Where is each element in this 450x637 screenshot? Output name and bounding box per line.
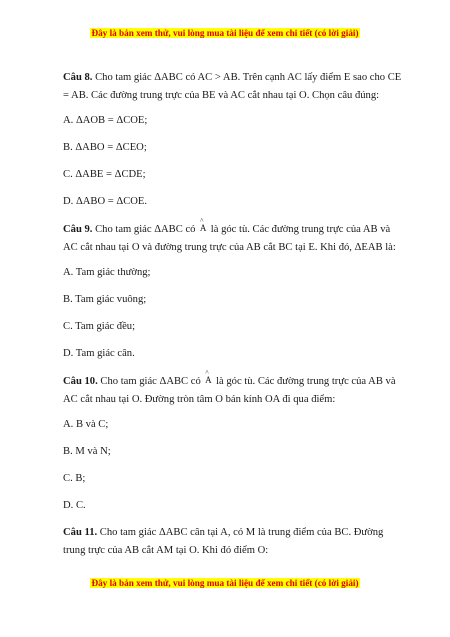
question-9-text-after: là góc tù. Các đường trung trực của AB và AC cắt nhau tại O và đường trung trực của AB cắt BC tại E. Khi đó, ΔEAB là:: [63, 224, 396, 253]
q10-option-d: D. C.: [63, 500, 86, 511]
preview-banner-bottom-text: Đây là bản xem thử, vui lòng mua tài liệu để xem chi tiết (có lời giải): [91, 578, 359, 588]
question-11: [63, 524, 403, 559]
question-8-text: Cho tam giác ΔABC có AC > AB. Trên cạnh AC lấy điểm E sao cho CE = AB. Các đường trung trực của BE và AC cắt nhau tại O. Chọn câu đúng:: [63, 72, 402, 101]
q9-option-c: C. Tam giác đều;: [63, 321, 136, 332]
question-10-label: Câu 10.: [63, 376, 98, 387]
question-9-text-before: Cho tam giác ΔABC có: [92, 224, 199, 235]
q10-option-a: A. B và C;: [63, 419, 109, 430]
angle-a-symbol: ^ A: [203, 372, 213, 390]
preview-banner-bottom: [0, 577, 450, 589]
q9-option-d: D. Tam giác cân.: [63, 348, 135, 359]
question-10-text-after: là góc tù. Các đường trung trực của AB và AC cắt nhau tại O. Đường tròn tâm O bán kính OA đi qua điểm:: [63, 376, 396, 405]
q10-option-b: B. M và N;: [63, 446, 111, 457]
q8-option-b: B. ΔABO = ΔCEO;: [63, 142, 147, 153]
question-11-text: Cho tam giác ΔABC cân tại A, có M là trung điểm của BC. Đường trung trực của AB cắt AM tại O. Khi đó điểm O:: [63, 527, 384, 556]
preview-banner-top-text: Đây là bản xem thử, vui lòng mua tài liệu để xem chi tiết (có lời giải): [91, 28, 359, 38]
question-9-label: Câu 9.: [63, 224, 93, 235]
q10-option-c: C. B;: [63, 473, 86, 484]
preview-banner-top: [0, 27, 450, 39]
question-9: [63, 220, 403, 256]
question-11-label: Câu 11.: [63, 527, 98, 538]
question-10: [63, 372, 403, 408]
question-8: [63, 69, 403, 104]
angle-a-symbol: ^ A: [198, 220, 208, 238]
q8-option-a: A. ΔAOB = ΔCOE;: [63, 115, 148, 126]
question-8-label: Câu 8.: [63, 72, 93, 83]
q8-option-d: D. ΔABO = ΔCOE.: [63, 196, 148, 207]
question-10-text-before: Cho tam giác ΔABC có: [97, 376, 204, 387]
q8-option-c: C. ΔABE = ΔCDE;: [63, 169, 146, 180]
q9-option-b: B. Tam giác vuông;: [63, 294, 147, 305]
q9-option-a: A. Tam giác thường;: [63, 267, 151, 278]
document-body: [63, 69, 403, 559]
